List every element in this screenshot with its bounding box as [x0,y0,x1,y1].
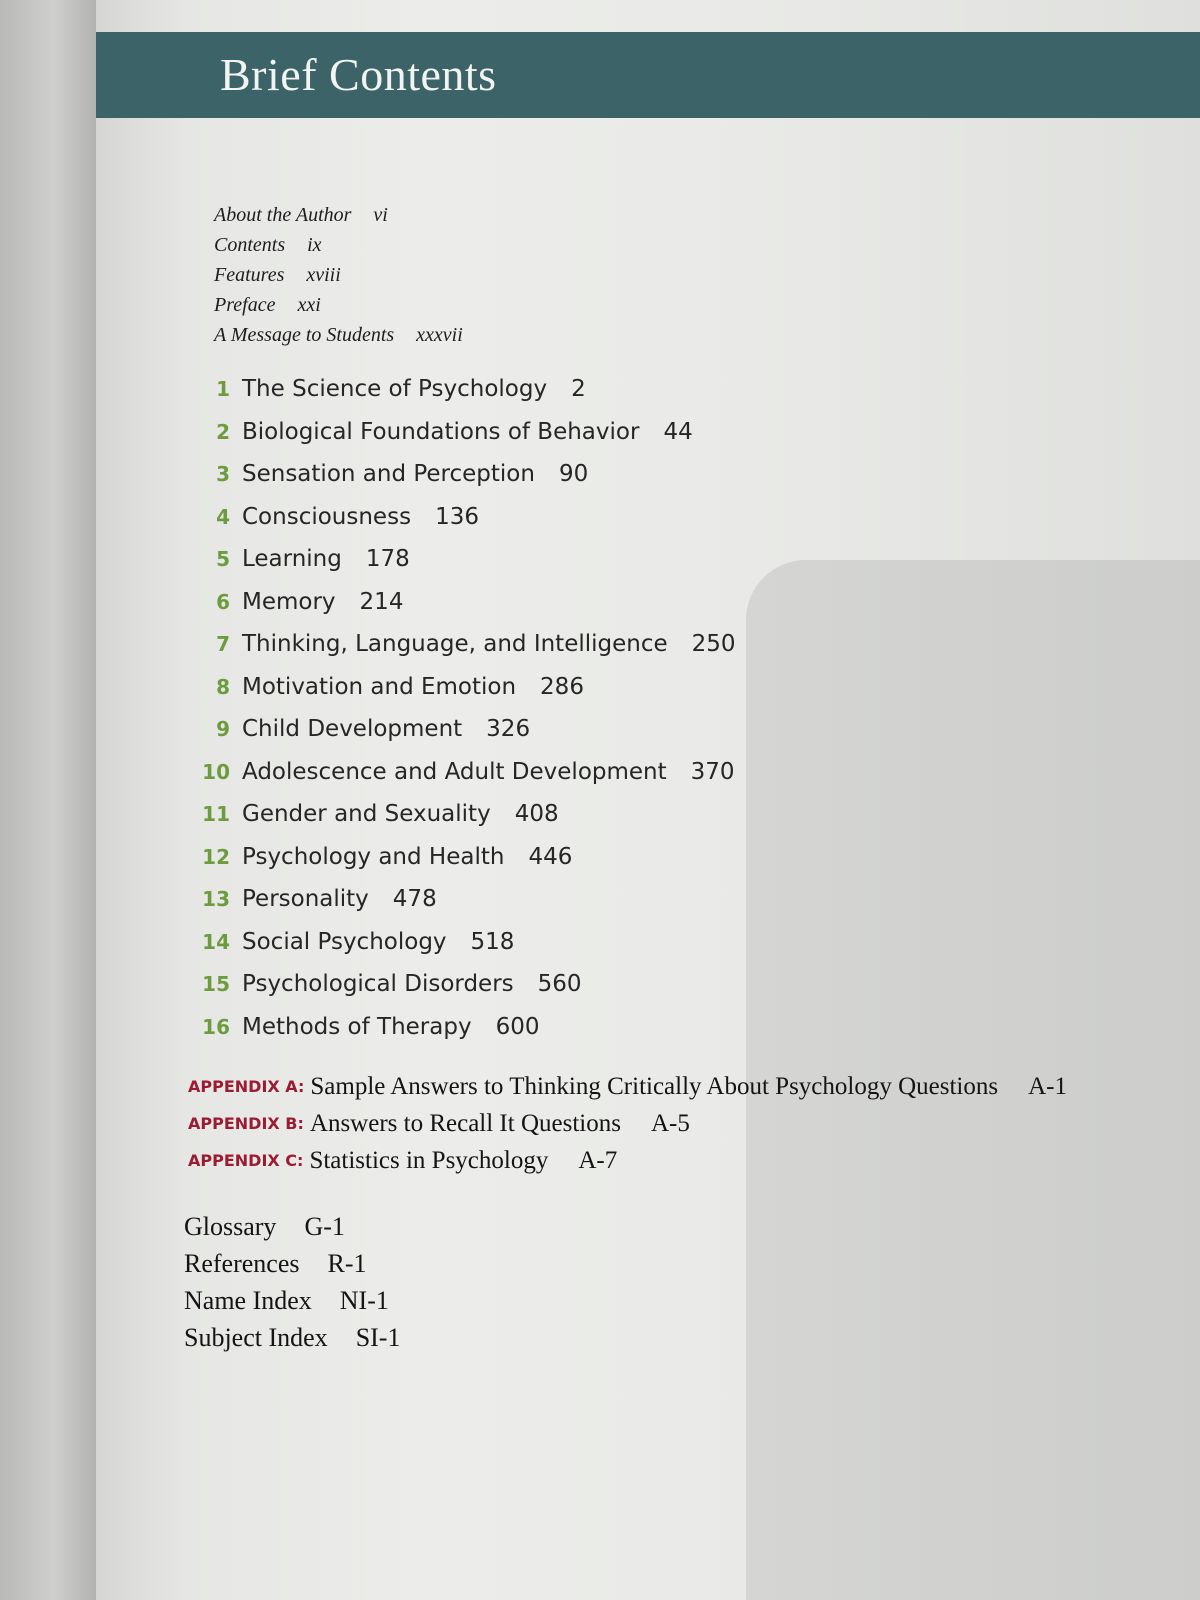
chapter-number: 14 [202,929,230,954]
front-matter-item [214,290,463,320]
appendix-entry [188,1142,1067,1179]
chapter-number: 9 [216,717,230,742]
chapter-entry [192,538,736,581]
chapter-title: Consciousness [242,503,412,530]
chapter-entry [192,836,736,879]
appendix-page: A-5 [650,1109,690,1137]
front-matter-item [214,320,463,350]
chapter-page: 2 [571,376,586,403]
chapter-page: 44 [663,418,693,445]
chapter-number: 3 [216,462,230,487]
back-matter-label: Name Index [184,1285,312,1315]
front-matter-item [214,200,463,230]
front-matter-item [214,230,463,260]
chapter-number: 13 [202,887,230,912]
chapter-page: 250 [691,631,736,658]
chapter-title: Gender and Sexuality [242,801,491,828]
back-matter-item [184,1319,400,1356]
appendix-label: APPENDIX B: [188,1114,304,1133]
chapter-entry [192,623,736,666]
appendix-title: Answers to Recall It Questions [309,1109,621,1137]
chapter-number: 2 [216,419,230,444]
chapter-entry [192,581,736,624]
front-matter-label: A Message to Students [214,324,395,346]
chapter-title: Motivation and Emotion [242,673,517,700]
appendix-label: APPENDIX A: [188,1077,305,1096]
appendix-entry [188,1105,1067,1142]
appendix-entry [188,1068,1067,1105]
chapter-title: Methods of Therapy [242,1013,472,1040]
chapter-number: 1 [216,377,230,402]
chapter-entry [192,411,736,454]
chapter-number: 8 [216,674,230,699]
chapter-entry [192,666,736,709]
back-matter-item [184,1208,400,1245]
chapter-title: Adolescence and Adult Development [242,758,667,785]
front-matter-label: About the Author [214,204,352,226]
back-matter-label: Subject Index [184,1322,328,1352]
front-matter-page: xxxvii [416,324,463,346]
front-matter-label: Contents [214,234,286,256]
chapter-number: 16 [202,1014,230,1039]
chapter-title: Thinking, Language, and Intelligence [242,631,668,658]
chapter-entry [192,708,736,751]
chapter-title: The Science of Psychology [242,376,548,403]
chapter-entry [192,453,736,496]
appendix-title: Sample Answers to Thinking Critically About Psychology Questions [310,1072,999,1100]
chapter-title: Psychological Disorders [242,971,514,998]
chapter-page: 518 [470,928,515,955]
chapter-page: 136 [435,503,479,530]
front-matter-label: Preface [214,294,276,316]
chapter-entry [192,368,736,411]
chapter-title: Memory [242,588,336,615]
chapter-number: 6 [216,589,230,614]
front-matter-page: ix [307,234,322,256]
chapter-page: 478 [392,886,437,913]
chapter-page: 90 [558,461,589,488]
appendix-page: A-1 [1028,1072,1067,1100]
chapter-page: 326 [486,716,531,743]
chapter-number: 15 [202,972,230,997]
chapter-title: Biological Foundations of Behavior [242,418,640,445]
chapter-page: 178 [365,546,410,573]
chapter-title: Sensation and Perception [242,461,535,488]
chapter-list [192,368,736,1048]
front-matter-page: xxi [297,294,321,316]
front-matter-label: Features [214,264,285,286]
chapter-entry [192,963,736,1006]
chapter-page: 600 [495,1013,540,1040]
page-title: Brief Contents [220,49,497,100]
back-matter-page: SI-1 [355,1322,401,1352]
chapter-number: 5 [216,547,230,572]
back-matter-page: G-1 [304,1211,345,1241]
chapter-number: 12 [202,844,230,869]
back-matter-item [184,1245,400,1282]
back-matter-list [184,1208,400,1356]
front-matter-list [214,200,463,350]
front-matter-page: vi [373,204,388,226]
chapter-title: Personality [242,886,369,913]
appendix-title: Statistics in Psychology [309,1146,549,1174]
back-matter-page: NI-1 [339,1285,389,1315]
chapter-number: 7 [216,632,230,657]
chapter-number: 4 [216,504,230,529]
chapter-title: Child Development [242,716,463,743]
chapter-entry [192,751,736,794]
appendix-label: APPENDIX C: [188,1151,304,1170]
appendix-list [188,1068,1067,1179]
chapter-title: Learning [242,546,342,573]
chapter-page: 370 [690,758,735,785]
chapter-number: 11 [202,802,230,827]
back-matter-page: R-1 [327,1248,367,1278]
back-matter-label: Glossary [184,1211,277,1241]
chapter-number: 10 [202,759,230,784]
book-page [96,0,1200,1600]
chapter-entry [192,1006,736,1049]
front-matter-page: xviii [306,264,341,286]
chapter-page: 286 [540,673,584,700]
chapter-page: 560 [537,971,582,998]
chapter-entry [192,878,736,921]
chapter-entry [192,921,736,964]
chapter-page: 446 [528,843,573,870]
chapter-title: Psychology and Health [242,843,505,870]
chapter-page: 408 [514,801,559,828]
appendix-page: A-7 [578,1146,618,1174]
chapter-entry [192,496,736,539]
back-matter-label: References [184,1248,300,1278]
chapter-entry [192,793,736,836]
chapter-title: Social Psychology [242,928,447,955]
back-matter-item [184,1282,400,1319]
front-matter-item [214,260,463,290]
chapter-page: 214 [359,588,404,615]
